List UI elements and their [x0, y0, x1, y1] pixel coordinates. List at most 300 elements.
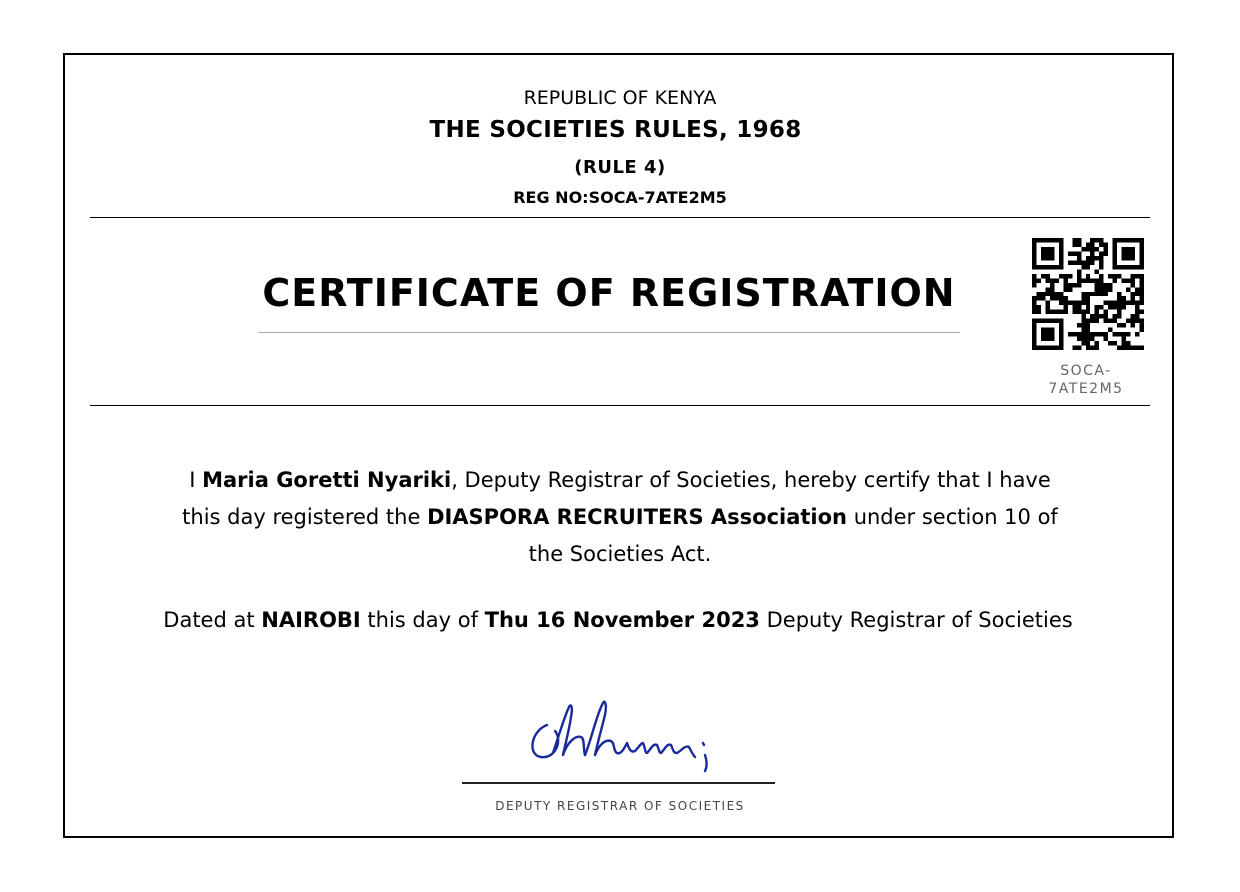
qr-module — [1126, 341, 1130, 345]
qr-module — [1032, 265, 1036, 269]
qr-module — [1135, 292, 1139, 296]
qr-module — [1032, 305, 1036, 309]
qr-module — [1090, 251, 1094, 255]
qr-module — [1059, 301, 1063, 305]
qr-module — [1045, 265, 1049, 269]
qr-module — [1090, 242, 1094, 246]
qr-module — [1099, 260, 1103, 264]
qr-module — [1113, 242, 1117, 246]
qr-module — [1104, 332, 1108, 336]
qr-module — [1122, 301, 1126, 305]
qr-module — [1095, 346, 1099, 350]
qr-module — [1054, 292, 1058, 296]
dated-prefix: Dated at — [163, 608, 262, 632]
qr-module — [1032, 256, 1036, 260]
qr-module — [1122, 305, 1126, 309]
qr-module — [1099, 305, 1103, 309]
qr-module — [1081, 310, 1085, 314]
qr-module — [1090, 319, 1094, 323]
qr-module — [1113, 238, 1117, 242]
qr-module — [1131, 296, 1135, 300]
qr-module — [1086, 337, 1090, 341]
qr-module — [1140, 242, 1144, 246]
qr-module — [1095, 238, 1099, 242]
qr-module — [1140, 265, 1144, 269]
qr-module — [1068, 251, 1072, 255]
registration-number: REG NO:SOCA-7ATE2M5 — [513, 188, 727, 207]
qr-module — [1077, 238, 1081, 242]
qr-module — [1032, 341, 1036, 345]
qr-module — [1126, 256, 1130, 260]
qr-module — [1135, 238, 1139, 242]
qr-module — [1104, 292, 1108, 296]
qr-module — [1077, 256, 1081, 260]
qr-module — [1041, 332, 1045, 336]
qr-module — [1126, 319, 1130, 323]
qr-module — [1059, 274, 1063, 278]
qr-module — [1032, 301, 1036, 305]
qr-module — [1131, 319, 1135, 323]
qr-module — [1077, 305, 1081, 309]
qr-module — [1090, 256, 1094, 260]
qr-module — [1140, 310, 1144, 314]
qr-module — [1104, 314, 1108, 318]
qr-module — [1050, 287, 1054, 291]
qr-module — [1032, 242, 1036, 246]
qr-module — [1135, 346, 1139, 350]
qr-module — [1059, 332, 1063, 336]
qr-module — [1104, 319, 1108, 323]
qr-module — [1081, 332, 1085, 336]
certificate-title: CERTIFICATE OF REGISTRATION — [262, 271, 956, 315]
qr-module — [1063, 310, 1067, 314]
qr-module — [1113, 319, 1117, 323]
qr-module — [1081, 323, 1085, 327]
qr-module — [1104, 337, 1108, 341]
qr-module — [1140, 301, 1144, 305]
qr-module — [1095, 278, 1099, 282]
qr-module — [1032, 323, 1036, 327]
qr-module — [1140, 260, 1144, 264]
qr-module — [1081, 328, 1085, 332]
qr-module — [1135, 305, 1139, 309]
qr-module — [1099, 251, 1103, 255]
qr-module — [1117, 310, 1121, 314]
header-divider — [90, 217, 1150, 218]
qr-module — [1081, 301, 1085, 305]
qr-module — [1117, 238, 1121, 242]
qr-module — [1050, 265, 1054, 269]
qr-module — [1041, 238, 1045, 242]
qr-module — [1131, 346, 1135, 350]
qr-module — [1054, 319, 1058, 323]
qr-module — [1045, 278, 1049, 282]
qr-module — [1117, 332, 1121, 336]
qr-module — [1108, 319, 1112, 323]
qr-module — [1086, 242, 1090, 246]
qr-module — [1140, 328, 1144, 332]
dated-date: Thu 16 November 2023 — [484, 608, 760, 632]
qr-module — [1126, 287, 1130, 291]
qr-module — [1032, 296, 1036, 300]
qr-module — [1095, 292, 1099, 296]
qr-module — [1126, 238, 1130, 242]
qr-module — [1135, 319, 1139, 323]
qr-module — [1090, 292, 1094, 296]
qr-module — [1081, 296, 1085, 300]
qr-module — [1113, 314, 1117, 318]
qr-module — [1059, 256, 1063, 260]
qr-caption-line1: SOCA- — [1060, 363, 1112, 379]
qr-module — [1086, 305, 1090, 309]
signature — [525, 697, 720, 775]
qr-module — [1036, 305, 1040, 309]
qr-module — [1041, 251, 1045, 255]
qr-module — [1072, 301, 1076, 305]
qr-module — [1099, 287, 1103, 291]
signature-caption: DEPUTY REGISTRAR OF SOCIETIES — [495, 799, 745, 813]
qr-module — [1113, 274, 1117, 278]
qr-module — [1072, 305, 1076, 309]
qr-module — [1077, 278, 1081, 282]
signature-line — [462, 782, 775, 784]
qr-module — [1131, 265, 1135, 269]
qr-module — [1045, 310, 1049, 314]
qr-module — [1122, 296, 1126, 300]
qr-module — [1041, 265, 1045, 269]
qr-module — [1140, 346, 1144, 350]
qr-module — [1122, 337, 1126, 341]
qr-module — [1131, 301, 1135, 305]
qr-module — [1077, 310, 1081, 314]
qr-module — [1059, 247, 1063, 251]
qr-module — [1126, 332, 1130, 336]
qr-module — [1036, 278, 1040, 282]
qr-module — [1059, 310, 1063, 314]
qr-module — [1095, 287, 1099, 291]
qr-module — [1072, 251, 1076, 255]
qr-module — [1032, 332, 1036, 336]
qr-module — [1081, 278, 1085, 282]
qr-module — [1113, 341, 1117, 345]
qr-module — [1104, 242, 1108, 246]
qr-module — [1081, 260, 1085, 264]
qr-module — [1059, 328, 1063, 332]
qr-module — [1131, 323, 1135, 327]
qr-module — [1072, 283, 1076, 287]
qr-module — [1117, 274, 1121, 278]
qr-module — [1050, 256, 1054, 260]
qr-module — [1050, 296, 1054, 300]
qr-module — [1032, 238, 1036, 242]
dated-middle: this day of — [360, 608, 485, 632]
qr-module — [1099, 283, 1103, 287]
qr-module — [1072, 346, 1076, 350]
qr-module — [1099, 314, 1103, 318]
qr-module — [1050, 328, 1054, 332]
qr-module — [1086, 346, 1090, 350]
qr-module — [1077, 274, 1081, 278]
qr-module — [1054, 238, 1058, 242]
qr-module — [1081, 319, 1085, 323]
qr-module — [1059, 251, 1063, 255]
qr-module — [1095, 283, 1099, 287]
qr-module — [1063, 278, 1067, 282]
qr-module — [1117, 292, 1121, 296]
qr-module — [1122, 278, 1126, 282]
qr-module — [1050, 251, 1054, 255]
qr-module — [1063, 274, 1067, 278]
qr-module — [1086, 323, 1090, 327]
qr-module — [1086, 256, 1090, 260]
qr-module — [1095, 269, 1099, 273]
qr-module — [1086, 332, 1090, 336]
qr-module — [1122, 265, 1126, 269]
qr-module — [1140, 283, 1144, 287]
qr-module — [1140, 278, 1144, 282]
qr-module — [1077, 269, 1081, 273]
qr-module — [1036, 296, 1040, 300]
qr-module — [1059, 346, 1063, 350]
qr-module — [1068, 332, 1072, 336]
qr-module — [1054, 296, 1058, 300]
qr-module — [1099, 278, 1103, 282]
qr-module — [1117, 296, 1121, 300]
qr-module — [1045, 292, 1049, 296]
qr-module — [1045, 251, 1049, 255]
qr-module — [1077, 283, 1081, 287]
qr-module — [1045, 301, 1049, 305]
qr-module — [1122, 341, 1126, 345]
qr-module — [1054, 346, 1058, 350]
qr-module — [1086, 328, 1090, 332]
qr-module — [1135, 314, 1139, 318]
qr-module — [1032, 247, 1036, 251]
qr-module — [1077, 332, 1081, 336]
qr-module — [1032, 319, 1036, 323]
qr-module — [1054, 265, 1058, 269]
qr-module — [1099, 332, 1103, 336]
qr-module — [1122, 251, 1126, 255]
qr-module — [1045, 346, 1049, 350]
qr-module — [1050, 238, 1054, 242]
qr-module — [1131, 251, 1135, 255]
qr-module — [1090, 260, 1094, 264]
qr-module — [1131, 278, 1135, 282]
qr-module — [1072, 260, 1076, 264]
qr-module — [1032, 310, 1036, 314]
qr-module — [1113, 247, 1117, 251]
qr-module — [1113, 332, 1117, 336]
qr-module — [1095, 319, 1099, 323]
qr-module — [1059, 242, 1063, 246]
qr-module — [1090, 238, 1094, 242]
qr-module — [1135, 287, 1139, 291]
qr-module — [1113, 256, 1117, 260]
qr-module — [1086, 274, 1090, 278]
section-text: under section 10 of the Societies Act. — [528, 505, 1058, 566]
qr-module — [1059, 260, 1063, 264]
qr-module — [1117, 346, 1121, 350]
qr-module — [1099, 274, 1103, 278]
qr-module — [1113, 301, 1117, 305]
qr-module — [1108, 341, 1112, 345]
qr-module — [1081, 314, 1085, 318]
qr-module — [1131, 247, 1135, 251]
qr-module — [1086, 319, 1090, 323]
qr-module — [1135, 301, 1139, 305]
qr-module — [1140, 296, 1144, 300]
qr-module — [1099, 292, 1103, 296]
qr-module — [1108, 283, 1112, 287]
qr-module — [1086, 341, 1090, 345]
qr-module — [1108, 328, 1112, 332]
qr-module — [1077, 346, 1081, 350]
qr-module — [1113, 260, 1117, 264]
qr-module — [1063, 283, 1067, 287]
qr-module — [1140, 251, 1144, 255]
qr-module — [1045, 238, 1049, 242]
qr-code-icon — [1032, 238, 1144, 350]
qr-module — [1081, 292, 1085, 296]
qr-module — [1090, 332, 1094, 336]
qr-module — [1054, 310, 1058, 314]
qr-module — [1135, 274, 1139, 278]
qr-module — [1059, 319, 1063, 323]
qr-module — [1072, 238, 1076, 242]
qr-module — [1032, 278, 1036, 282]
qr-module — [1122, 332, 1126, 336]
rules-heading: THE SOCIETIES RULES, 1968 — [429, 117, 802, 143]
qr-module — [1041, 247, 1045, 251]
qr-module — [1059, 238, 1063, 242]
qr-module — [1081, 265, 1085, 269]
qr-caption — [1030, 362, 1142, 398]
qr-module — [1126, 346, 1130, 350]
qr-module — [1045, 332, 1049, 336]
qr-module — [1090, 314, 1094, 318]
lead-text: I — [189, 468, 203, 492]
qr-module — [1077, 323, 1081, 327]
qr-module — [1041, 328, 1045, 332]
qr-module — [1086, 247, 1090, 251]
qr-module — [1068, 287, 1072, 291]
qr-module — [1081, 341, 1085, 345]
qr-module — [1104, 287, 1108, 291]
qr-module — [1077, 242, 1081, 246]
qr-module — [1095, 332, 1099, 336]
qr-module — [1036, 319, 1040, 323]
qr-module — [1032, 283, 1036, 287]
qr-module — [1095, 256, 1099, 260]
qr-module — [1086, 292, 1090, 296]
qr-module — [1113, 265, 1117, 269]
qr-module — [1122, 238, 1126, 242]
qr-module — [1135, 310, 1139, 314]
qr-module — [1050, 247, 1054, 251]
society-name: DIASPORA RECRUITERS Association — [427, 505, 848, 529]
qr-module — [1045, 305, 1049, 309]
qr-module — [1050, 292, 1054, 296]
qr-module — [1126, 301, 1130, 305]
qr-module — [1126, 278, 1130, 282]
qr-module — [1041, 292, 1045, 296]
qr-module — [1036, 292, 1040, 296]
qr-module — [1099, 242, 1103, 246]
republic-heading: REPUBLIC OF KENYA — [523, 87, 717, 109]
qr-module — [1068, 274, 1072, 278]
qr-module — [1095, 341, 1099, 345]
qr-module — [1131, 274, 1135, 278]
qr-module — [1086, 296, 1090, 300]
certification-paragraph — [180, 462, 1060, 573]
qr-module — [1090, 247, 1094, 251]
qr-module — [1045, 274, 1049, 278]
qr-module — [1050, 337, 1054, 341]
qr-module — [1104, 251, 1108, 255]
qr-module — [1117, 265, 1121, 269]
qr-module — [1068, 260, 1072, 264]
qr-module — [1045, 337, 1049, 341]
qr-module — [1045, 247, 1049, 251]
qr-module — [1059, 265, 1063, 269]
qr-module — [1108, 274, 1112, 278]
qr-module — [1045, 287, 1049, 291]
qr-module — [1068, 301, 1072, 305]
qr-module — [1059, 323, 1063, 327]
qr-module — [1122, 323, 1126, 327]
qr-module — [1131, 314, 1135, 318]
qr-module — [1041, 337, 1045, 341]
qr-module — [1054, 278, 1058, 282]
qr-module — [1045, 319, 1049, 323]
qr-module — [1099, 238, 1103, 242]
rule-reference: (RULE 4) — [574, 157, 666, 178]
qr-module — [1131, 238, 1135, 242]
qr-module — [1077, 337, 1081, 341]
qr-module — [1063, 305, 1067, 309]
qr-module — [1041, 256, 1045, 260]
qr-module — [1086, 310, 1090, 314]
qr-module — [1090, 278, 1094, 282]
qr-module — [1059, 292, 1063, 296]
qr-module — [1050, 278, 1054, 282]
qr-module — [1032, 260, 1036, 264]
qr-module — [1090, 337, 1094, 341]
qr-module — [1113, 305, 1117, 309]
qr-module — [1077, 260, 1081, 264]
qr-caption-line2: 7ATE2M5 — [1048, 381, 1124, 397]
qr-module — [1086, 260, 1090, 264]
qr-module — [1045, 256, 1049, 260]
qr-module — [1041, 319, 1045, 323]
qr-module — [1050, 346, 1054, 350]
qr-module — [1072, 310, 1076, 314]
qr-module — [1122, 346, 1126, 350]
qr-module — [1104, 247, 1108, 251]
qr-module — [1050, 283, 1054, 287]
qr-module — [1036, 310, 1040, 314]
qr-module — [1140, 274, 1144, 278]
qr-module — [1095, 314, 1099, 318]
qr-module — [1140, 319, 1144, 323]
qr-module — [1095, 310, 1099, 314]
qr-module — [1140, 287, 1144, 291]
qr-module — [1131, 292, 1135, 296]
qr-module — [1140, 247, 1144, 251]
registrar-name: Maria Goretti Nyariki — [202, 468, 452, 492]
qr-module — [1086, 278, 1090, 282]
